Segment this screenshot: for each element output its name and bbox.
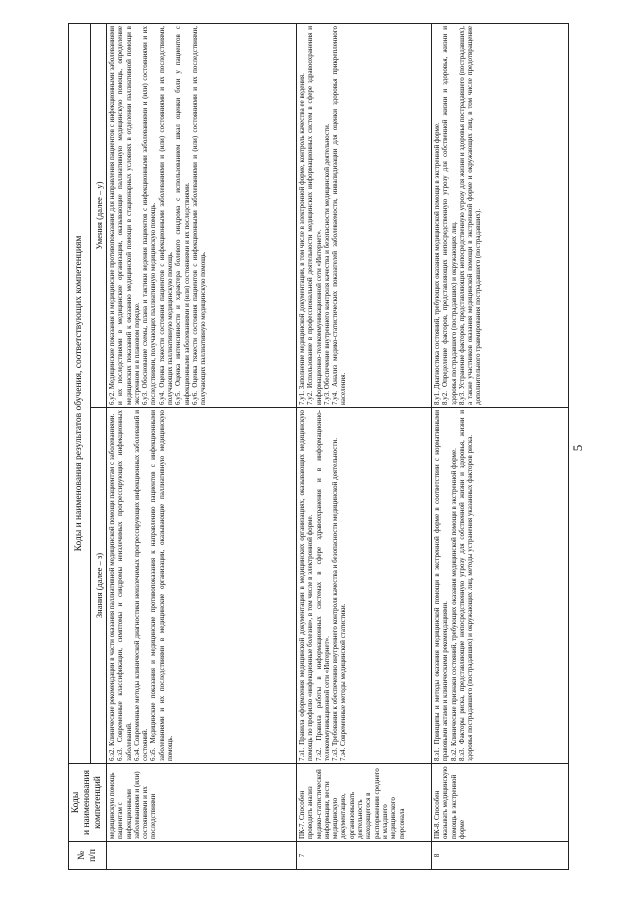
skill-item: 7.у3. Обеспечение внутреннего контроля качества и безопасности медицинской деятельности. xyxy=(322,123,331,405)
knowledge-item: 7.з4. Современные методы медицинской статистики. xyxy=(339,603,348,761)
header-number: № п/п xyxy=(69,842,107,870)
header-learning-outcomes: Коды и наименования результатов обучения, соответствующих компетенциям xyxy=(69,24,91,764)
header-row xyxy=(69,24,91,870)
page-number: 5 xyxy=(570,444,585,452)
skill-item: 6.у4. Оценка тяжести состояния пациентов с инфекционными заболеваниями и (или) состояниями и их последствиями, получающих паллиативную медицинскую помощь. xyxy=(157,26,175,405)
skill-item: 7.у1. Заполнение медицинской документации, в том числе в электронной форме, контроль качества ее ведения. xyxy=(298,73,306,405)
row-number: 8 xyxy=(432,842,569,870)
knowledge-item: 6.з4. Современные методы клинической диагностики неизлечимых прогрессирующих инфекционных заболеваний и состояний. xyxy=(132,410,150,761)
row-number: 7 xyxy=(297,842,432,870)
competence-table xyxy=(68,23,569,870)
knowledge-item: 7.з3. Требования к обеспечению внутреннего контроля качества и безопасности медицинской деятельности. xyxy=(331,438,340,761)
skill-item: 6.у6. Оценка тяжести состояния пациентов с инфекционными заболеваниями и (или) состояниями и их последствиями, получающих паллиативную медицинскую помощь. xyxy=(190,26,208,405)
row-competence: ПК-7. Способен проводить анализ медико-статистической информации, вести медицинскую документацию, организовывать деятельность находящегося в распоряжении среднего и младшего медицинского персонала xyxy=(297,764,432,842)
skill-item: 7.у2. Использование в профессиональной деятельности медицинских информационных систем в сфере здравоохранения и информационно-телекоммуникационной сети «Интернет». xyxy=(306,26,323,405)
header-skills: Умения (далее – у) xyxy=(91,24,107,408)
skill-item: 6.у5. Оценка интенсивности и характера болевого синдрома с использованием шкал оценки боли у пациентов с инфекционными заболеваниями и (или) состояниями и их последствиями. xyxy=(174,26,191,405)
knowledge-item: 8.з1. Принципы и методы оказания медицинской помощи в экстренной форме в соответствии с нормативными правовыми актами и клиническими рекомендациями. xyxy=(433,410,450,761)
row-number xyxy=(107,842,297,870)
knowledge-item: 6.з3. Современные классификации, симптомы и синдромы неизлечимых прогрессирующих инфекционных заболеваний. xyxy=(116,410,133,761)
header-competence-codes: Коды и наименования компетенций xyxy=(69,764,107,842)
skill-item: 8.у3. Устранение факторов, представляющих непосредственную угрозу для жизни и здоровья пострадавшего (пострадавших), а также участников оказания медицинской помощи в экстренной форме и окружающих лиц, в том числе предотвращение дополнительного травмирования пострадавшего (пострадавших). xyxy=(457,26,483,405)
row-knowledge xyxy=(297,408,432,764)
skill-item: 8.у2. Определение факторов, представляющих непосредственную угрозу для собственной жизни и здоровья, жизни и здоровья пострадавшего (пострадавших) и окружающих лиц. xyxy=(441,26,458,405)
row-competence: медицинскую помощь пациентам с инфекционными заболеваниями и (или) состояниями и их последствиями xyxy=(107,764,297,842)
row-competence: ПК-8. Способен оказывать медицинскую помощь в экстренной форме xyxy=(432,764,569,842)
row-skills xyxy=(107,24,297,408)
skill-item: 6.у2. Медицинские показания и медицинские противопоказания для направления пациентов с инфекционными заболеваниями и их последствиями в медицинские организации, оказывающие паллиативную медицинскую помощь, определение медицинских показаний к оказанию медицинской помощи в стационарных условиях в отделении паллиативной помощи в экстренном и в плановом порядке. xyxy=(108,26,141,405)
skill-item: 7.у4. Анализ медико-статистических показателей заболеваемости, инвалидизации для оценки здоровья прикрепленного населения. xyxy=(331,26,348,405)
skill-item: 6.у3. Обоснование схемы, плана и тактики ведения пациентов с инфекционными заболеваниями и (или) состояниями и их последствиями, получающих паллиативную медицинскую помощь. xyxy=(141,26,158,405)
knowledge-item: 7.з2. Правила работы в информационных системах в сфере здравоохранения и в информационно-телекоммуникационной сети «Интернет». xyxy=(314,410,331,761)
row-skills xyxy=(297,24,432,408)
knowledge-item: 8.з3. Факторы риска, представляющие непосредственную угрозу для собственной жизни и здоровья, жизни и здоровья пострадавшего (пострадавших) и окружающих лиц, методы устранения указанных факторов риска. xyxy=(457,410,475,761)
table-row xyxy=(107,24,297,870)
header-subrow xyxy=(91,24,107,870)
knowledge-item: 6.з5. Медицинские показания и медицинские противопоказания к направлению пациентов с инфекционными заболеваниями и их последствиями в медицинские организации, оказывающие паллиативную медицинскую помощь. xyxy=(149,410,175,761)
knowledge-item: 6.з2. Клинические рекомендации в части оказания паллиативной медицинской помощи пациентам с заболеваниями. xyxy=(108,413,116,761)
table-row xyxy=(432,24,569,870)
row-skills xyxy=(432,24,569,408)
knowledge-item: 7.з1. Правила оформления медицинской документации в медицинских организациях, оказывающих медицинскую помощь по профилю «инфекционные болезни», в том числе в электронной форме. xyxy=(298,410,315,761)
landscape-page xyxy=(68,24,568,870)
row-knowledge xyxy=(432,408,569,764)
row-knowledge xyxy=(107,408,297,764)
rotated-table-container xyxy=(68,24,568,870)
knowledge-item: 8.з2. Клинические признаки состояний, требующих оказания медицинской помощи в экстренной форме. xyxy=(449,448,458,761)
header-knowledge: Знания (далее – з) xyxy=(91,408,107,764)
table-row xyxy=(297,24,432,870)
skill-item: 8.у1. Диагностика состояний, требующих оказания медицинской помощи в экстренной форме. xyxy=(433,122,441,405)
